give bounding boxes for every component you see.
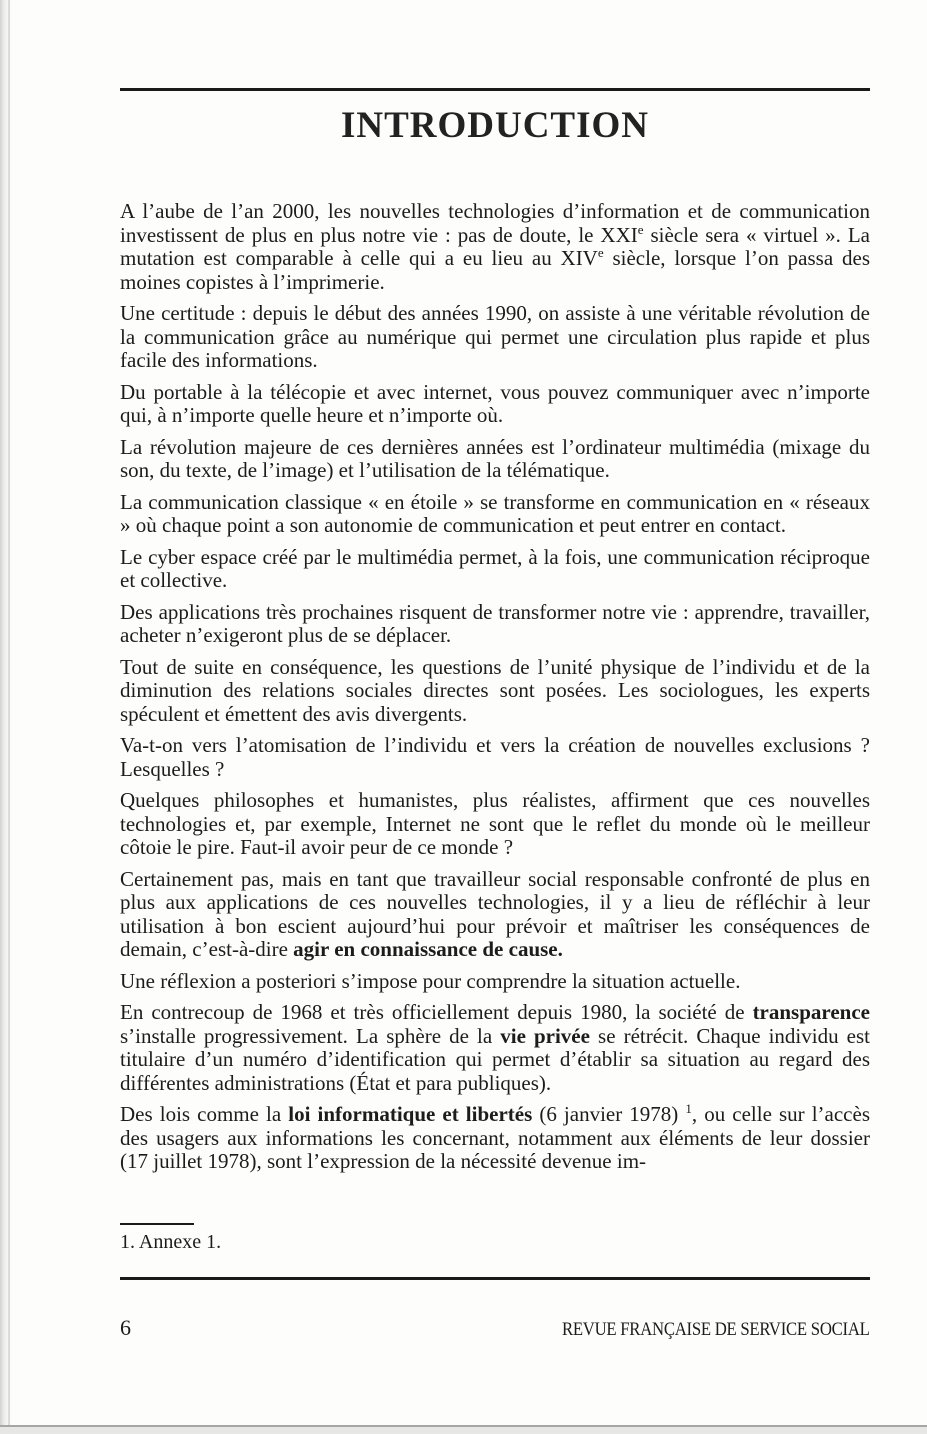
footnote: 1. Annexe 1. <box>120 1231 222 1253</box>
paragraph: Des lois comme la loi informatique et libertés (6 janvier 1978) $^1$, ou celle sur l’accès des usagers aux informations les concernant, notamment aux éléments de leur dossier (17 juillet 1978), sont l’expression de la nécessité devenue im- <box>120 1101 870 1173</box>
paragraph: Une certitude : depuis le début des années 1990, on assiste à une véritable révolution de la communication grâce au numérique qui permet une circulation plus rapide et plus facile des informations. <box>120 301 870 372</box>
paragraph: Du portable à la télécopie et avec internet, vous pouvez communiquer avec n’importe qui, à n’importe quelle heure et n’importe où. <box>120 379 870 427</box>
page-number: 6 <box>120 1315 131 1340</box>
bottom-rule <box>120 1277 870 1280</box>
paragraph: Le cyber espace créé par le multimédia permet, à la fois, une communication réciproque et collective. <box>120 544 870 592</box>
page-footer <box>120 1315 870 1341</box>
page-title: INTRODUCTION <box>340 105 650 146</box>
paragraph: Une réflexion a posteriori s’impose pour comprendre la situation actuelle. <box>120 968 741 993</box>
paragraph: Va-t-on vers l’atomisation de l’individu et vers la création de nouvelles exclusions ? Lesquelles ? <box>120 733 870 781</box>
scan-left-edge <box>0 0 12 1434</box>
paragraph: Des applications très prochaines risquent de transformer notre vie : apprendre, travailler, acheter n’exigeront plus de se déplacer. <box>120 599 870 647</box>
scan-bottom-edge <box>0 1425 927 1434</box>
paragraph: Quelques philosophes et humanistes, plus réalistes, affirment que ces nouvelles technologies et, par exemple, Internet ne sont que le reflet du monde où le meilleur côtoie le pire. Faut-il avoir peur de ce monde ? <box>120 788 870 859</box>
scan-left-edge-line <box>8 0 10 1434</box>
paragraph: La révolution majeure de ces dernières années est l’ordinateur multimédia (mixage du son, du texte, de l’image) et l’utilisation de la télématique. <box>120 434 870 482</box>
paragraph: Tout de suite en conséquence, les questions de l’unité physique de l’individu et de la diminution des relations sociales directes sont posées. Les sociologues, les experts spéculent et émettent des avis divergents. <box>120 654 870 726</box>
paragraph: Certainement pas, mais en tant que travailleur social responsable confronté de plus en plus aux applications de ces nouvelles technologies, il y a lieu de réfléchir à leur utilisation à bon escient aujourd’hui pour prévoir et maîtriser les conséquences de demain, c’est-à-dire agir en connaissance de cause. <box>120 866 870 961</box>
footnote-separator <box>120 1223 194 1225</box>
body-text <box>120 200 870 1182</box>
paragraph: En contrecoup de 1968 et très officiellement depuis 1980, la société de transparence s’installe progressivement. La sphère de la vie privée se rétrécit. Chaque individu est titulaire d’un numéro d’identification qui permet d’établir sa situation au regard des différentes administrations (État et para publiques). <box>120 1000 870 1095</box>
journal-title: REVUE FRANÇAISE DE SERVICE SOCIAL <box>562 1319 870 1340</box>
paragraph: La communication classique « en étoile » se transforme en communication en « réseaux » où chaque point a son autonomie de communication et peut entrer en contact. <box>120 489 870 537</box>
top-rule <box>120 88 870 91</box>
paragraph: A l’aube de l’an 2000, les nouvelles technologies d’information et de communication investissent de plus en plus notre vie : pas de doute, le XXIe siècle sera « virtuel ». La mutation est comparable à celle qui a eu lieu au XIVe siècle, lorsque l’on passa des moines copistes à l’imprimerie. <box>120 199 870 294</box>
